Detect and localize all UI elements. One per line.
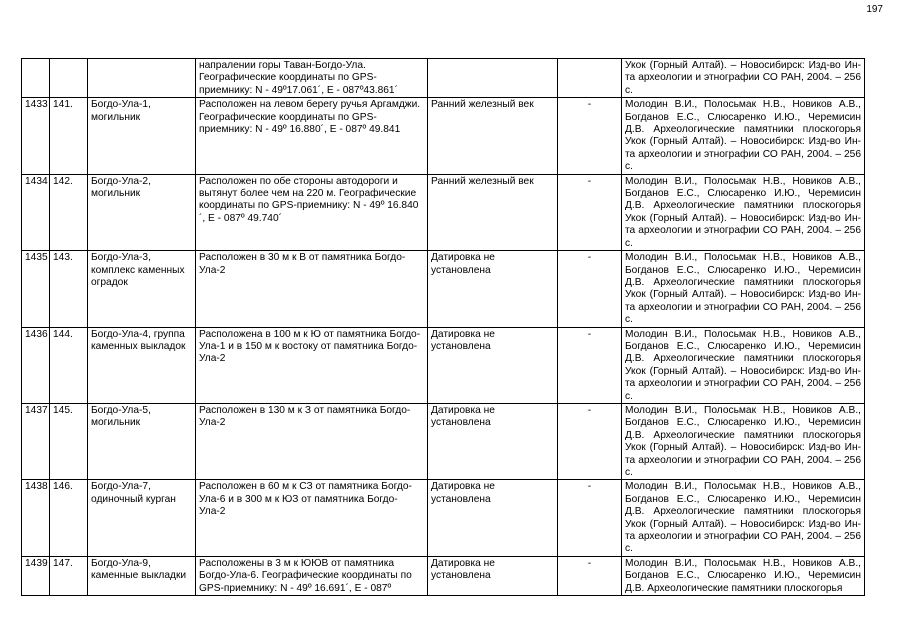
registry-number-cell: 1435 [22,251,50,327]
note-cell: - [558,556,622,595]
literature-cell: Молодин В.И., Полосьмак Н.В., Новиков А.В., Богданов Е.С., Слюсаренко И.Ю., Черемисин Д.В. Археологические памятники плоскогорья Укок (Горный Алтай). – Новосибирск: Изд-во Ин-та археологии и этнографии СО РАН, 2004. – 256 с. [622,480,865,556]
registry-number-cell: 1439 [22,556,50,595]
registry-number-cell: 1433 [22,98,50,174]
dating-cell [428,59,558,98]
item-number-cell: 142. [50,174,88,250]
table-row [22,251,865,327]
literature-cell: Молодин В.И., Полосьмак Н.В., Новиков А.В., Богданов Е.С., Слюсаренко И.Ю., Черемисин Д.В. Археологические памятники плоскогорья Укок (Горный Алтай). – Новосибирск: Изд-во Ин-та археологии и этнографии СО РАН, 2004. – 256 с. [622,98,865,174]
table-row [22,174,865,250]
location-cell: напралении горы Таван-Богдо-Ула. Географические координаты по GPS-приемнику: N - 49º17.061´, E - 087º43.861´ [196,59,428,98]
monument-name-cell: Богдо-Ула-3, комплекс каменных оградок [88,251,196,327]
location-cell: Расположен на левом берегу ручья Аргамджи. Географические координаты по GPS-приемнику: N - 49º 16.880´, E - 087º 49.841 [196,98,428,174]
location-cell: Расположена в 100 м к Ю от памятника Богдо-Ула-1 и в 150 м к востоку от памятника Богдо-Ула-2 [196,327,428,403]
registry-number-cell [22,59,50,98]
table-row [22,480,865,556]
location-cell: Расположен в 130 м к З от памятника Богдо-Ула-2 [196,403,428,479]
page-number: 197 [866,4,883,15]
monument-name-cell [88,59,196,98]
item-number-cell: 143. [50,251,88,327]
dating-cell: Датировка не установлена [428,327,558,403]
note-cell: - [558,403,622,479]
table-row [22,403,865,479]
location-cell: Расположен в 30 м к В от памятника Богдо-Ула-2 [196,251,428,327]
note-cell: - [558,480,622,556]
dating-cell: Датировка не установлена [428,403,558,479]
dating-cell: Ранний железный век [428,174,558,250]
table-row [22,98,865,174]
monument-name-cell: Богдо-Ула-2, могильник [88,174,196,250]
monument-name-cell: Богдо-Ула-4, группа каменных выкладок [88,327,196,403]
location-cell: Расположен в 60 м к СЗ от памятника Богдо-Ула-6 и в 300 м к ЮЗ от памятника Богдо-Ула-2 [196,480,428,556]
location-cell: Расположены в 3 м к ЮЮВ от памятника Богдо-Ула-6. Географические координаты по GPS-приемнику: N - 49º 16.691´, E - 087º [196,556,428,595]
literature-cell: Молодин В.И., Полосьмак Н.В., Новиков А.В., Богданов Е.С., Слюсаренко И.Ю., Черемисин Д.В. Археологические памятники плоскогорья Укок (Горный Алтай). – Новосибирск: Изд-во Ин-та археологии и этнографии СО РАН, 2004. – 256 с. [622,403,865,479]
registry-number-cell: 1437 [22,403,50,479]
item-number-cell: 147. [50,556,88,595]
literature-cell: Молодин В.И., Полосьмак Н.В., Новиков А.В., Богданов Е.С., Слюсаренко И.Ю., Черемисин Д.В. Археологические памятники плоскогорья Укок (Горный Алтай). – Новосибирск: Изд-во Ин-та археологии и этнографии СО РАН, 2004. – 256 с. [622,327,865,403]
registry-number-cell: 1438 [22,480,50,556]
literature-cell: Молодин В.И., Полосьмак Н.В., Новиков А.В., Богданов Е.С., Слюсаренко И.Ю., Черемисин Д.В. Археологические памятники плоскогорья Укок (Горный Алтай). – Новосибирск: Изд-во Ин-та археологии и этнографии СО РАН, 2004. – 256 с. [622,251,865,327]
table-row [22,556,865,595]
dating-cell: Датировка не установлена [428,480,558,556]
table-row [22,59,865,98]
note-cell: - [558,98,622,174]
note-cell: - [558,327,622,403]
item-number-cell: 141. [50,98,88,174]
item-number-cell [50,59,88,98]
monument-name-cell: Богдо-Ула-9, каменные выкладки [88,556,196,595]
literature-cell: Молодин В.И., Полосьмак Н.В., Новиков А.В., Богданов Е.С., Слюсаренко И.Ю., Черемисин Д.В. Археологические памятники плоскогорья Укок (Горный Алтай). – Новосибирск: Изд-во Ин-та археологии и этнографии СО РАН, 2004. – 256 с. [622,174,865,250]
dating-cell: Ранний железный век [428,98,558,174]
literature-cell: Молодин В.И., Полосьмак Н.В., Новиков А.В., Богданов Е.С., Слюсаренко И.Ю., Черемисин Д.В. Археологические памятники плоскогорья [622,556,865,595]
monument-name-cell: Богдо-Ула-5, могильник [88,403,196,479]
location-cell: Расположен по обе стороны автодороги и вытянут более чем на 220 м. Географические координаты по GPS-приемнику: N - 49º 16.840´, E - 087º 49.740´ [196,174,428,250]
dating-cell: Датировка не установлена [428,556,558,595]
monuments-table [21,58,865,596]
table-row [22,327,865,403]
registry-number-cell: 1434 [22,174,50,250]
note-cell: - [558,174,622,250]
dating-cell: Датировка не установлена [428,251,558,327]
note-cell [558,59,622,98]
note-cell: - [558,251,622,327]
item-number-cell: 144. [50,327,88,403]
registry-number-cell: 1436 [22,327,50,403]
item-number-cell: 145. [50,403,88,479]
item-number-cell: 146. [50,480,88,556]
monument-name-cell: Богдо-Ула-1, могильник [88,98,196,174]
monument-name-cell: Богдо-Ула-7, одиночный курган [88,480,196,556]
literature-cell: Укок (Горный Алтай). – Новосибирск: Изд-во Ин-та археологии и этнографии СО РАН, 2004. – 256 с. [622,59,865,98]
